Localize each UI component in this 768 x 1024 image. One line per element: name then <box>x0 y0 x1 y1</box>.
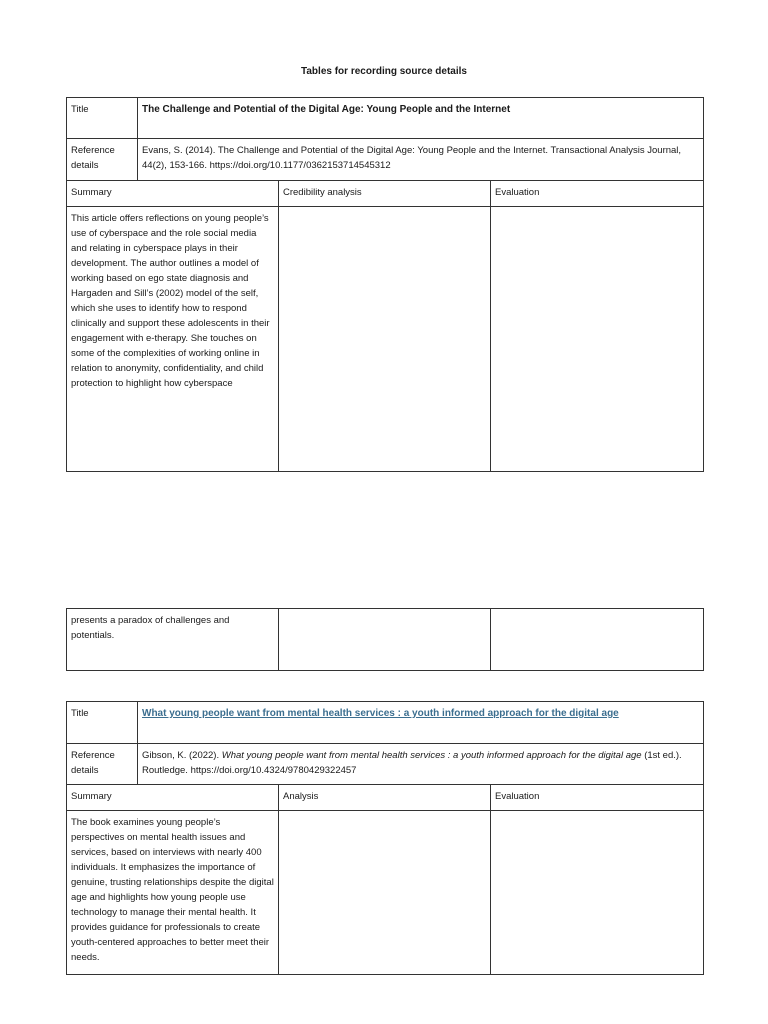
page-heading: Tables for recording source details <box>301 66 467 77</box>
title-row <box>67 702 704 744</box>
credibility-cell-continued <box>279 609 491 671</box>
reference-label: Reference details <box>67 139 138 181</box>
summary-cell-continued: presents a paradox of challenges and potentials. <box>67 609 279 671</box>
title-value: The Challenge and Potential of the Digital Age: Young People and the Internet <box>138 98 704 139</box>
credibility-cell <box>279 207 491 472</box>
reference-row <box>67 139 704 181</box>
column-header-row <box>67 785 704 811</box>
source-table-2 <box>66 701 704 975</box>
source-table-1 <box>66 97 704 472</box>
analysis-cell <box>279 811 491 975</box>
title-label: Title <box>67 98 138 139</box>
reference-value: Gibson, K. (2022). What young people want from mental health services : a youth informed approach for the digital age (1st ed.). Routledge. https://doi.org/10.4324/9780429322457 <box>138 744 704 785</box>
evaluation-header: Evaluation <box>491 785 704 811</box>
title-label: Title <box>67 702 138 744</box>
title-link[interactable]: What young people want from mental health services : a youth informed approach for the digital age <box>142 708 619 719</box>
evaluation-cell <box>491 811 704 975</box>
summary-header: Summary <box>67 785 279 811</box>
source-table-1-continued <box>66 608 704 671</box>
evaluation-cell-continued <box>491 609 704 671</box>
column-header-row <box>67 181 704 207</box>
content-row-continued <box>67 609 704 671</box>
content-row <box>67 207 704 472</box>
title-value <box>138 702 704 744</box>
reference-value: Evans, S. (2014). The Challenge and Potential of the Digital Age: Young People and the Internet. Transactional Analysis Journal, 44(2), 153-166. https://doi.org/10.1177/0362153714545312 <box>138 139 704 181</box>
reference-label: Reference details <box>67 744 138 785</box>
analysis-header: Analysis <box>279 785 491 811</box>
summary-cell: The book examines young people’s perspectives on mental health issues and services, based on interviews with nearly 400 individuals. It emphasizes the importance of genuine, trusting relationships despite the digital age and highlights how young people use technology to manage their mental health. It provides guidance for professionals to create youth-centered approaches to better meet their needs. <box>67 811 279 975</box>
evaluation-cell <box>491 207 704 472</box>
summary-cell: This article offers reflections on young people’s use of cyberspace and the role social media and relating in cyberspace plays in their development. The author outlines a model of working based on ego state diagnosis and Hargaden and Sill’s (2002) model of the self, which she uses to identify how to respond clinically and support these adolescents in their engagement with e-therapy. She touches on some of the complexities of working online in relation to anonymity, confidentiality, and child protection to highlight how cyberspace <box>67 207 279 472</box>
credibility-header: Credibility analysis <box>279 181 491 207</box>
reference-row <box>67 744 704 785</box>
content-row <box>67 811 704 975</box>
summary-header: Summary <box>67 181 279 207</box>
evaluation-header: Evaluation <box>491 181 704 207</box>
title-row <box>67 98 704 139</box>
